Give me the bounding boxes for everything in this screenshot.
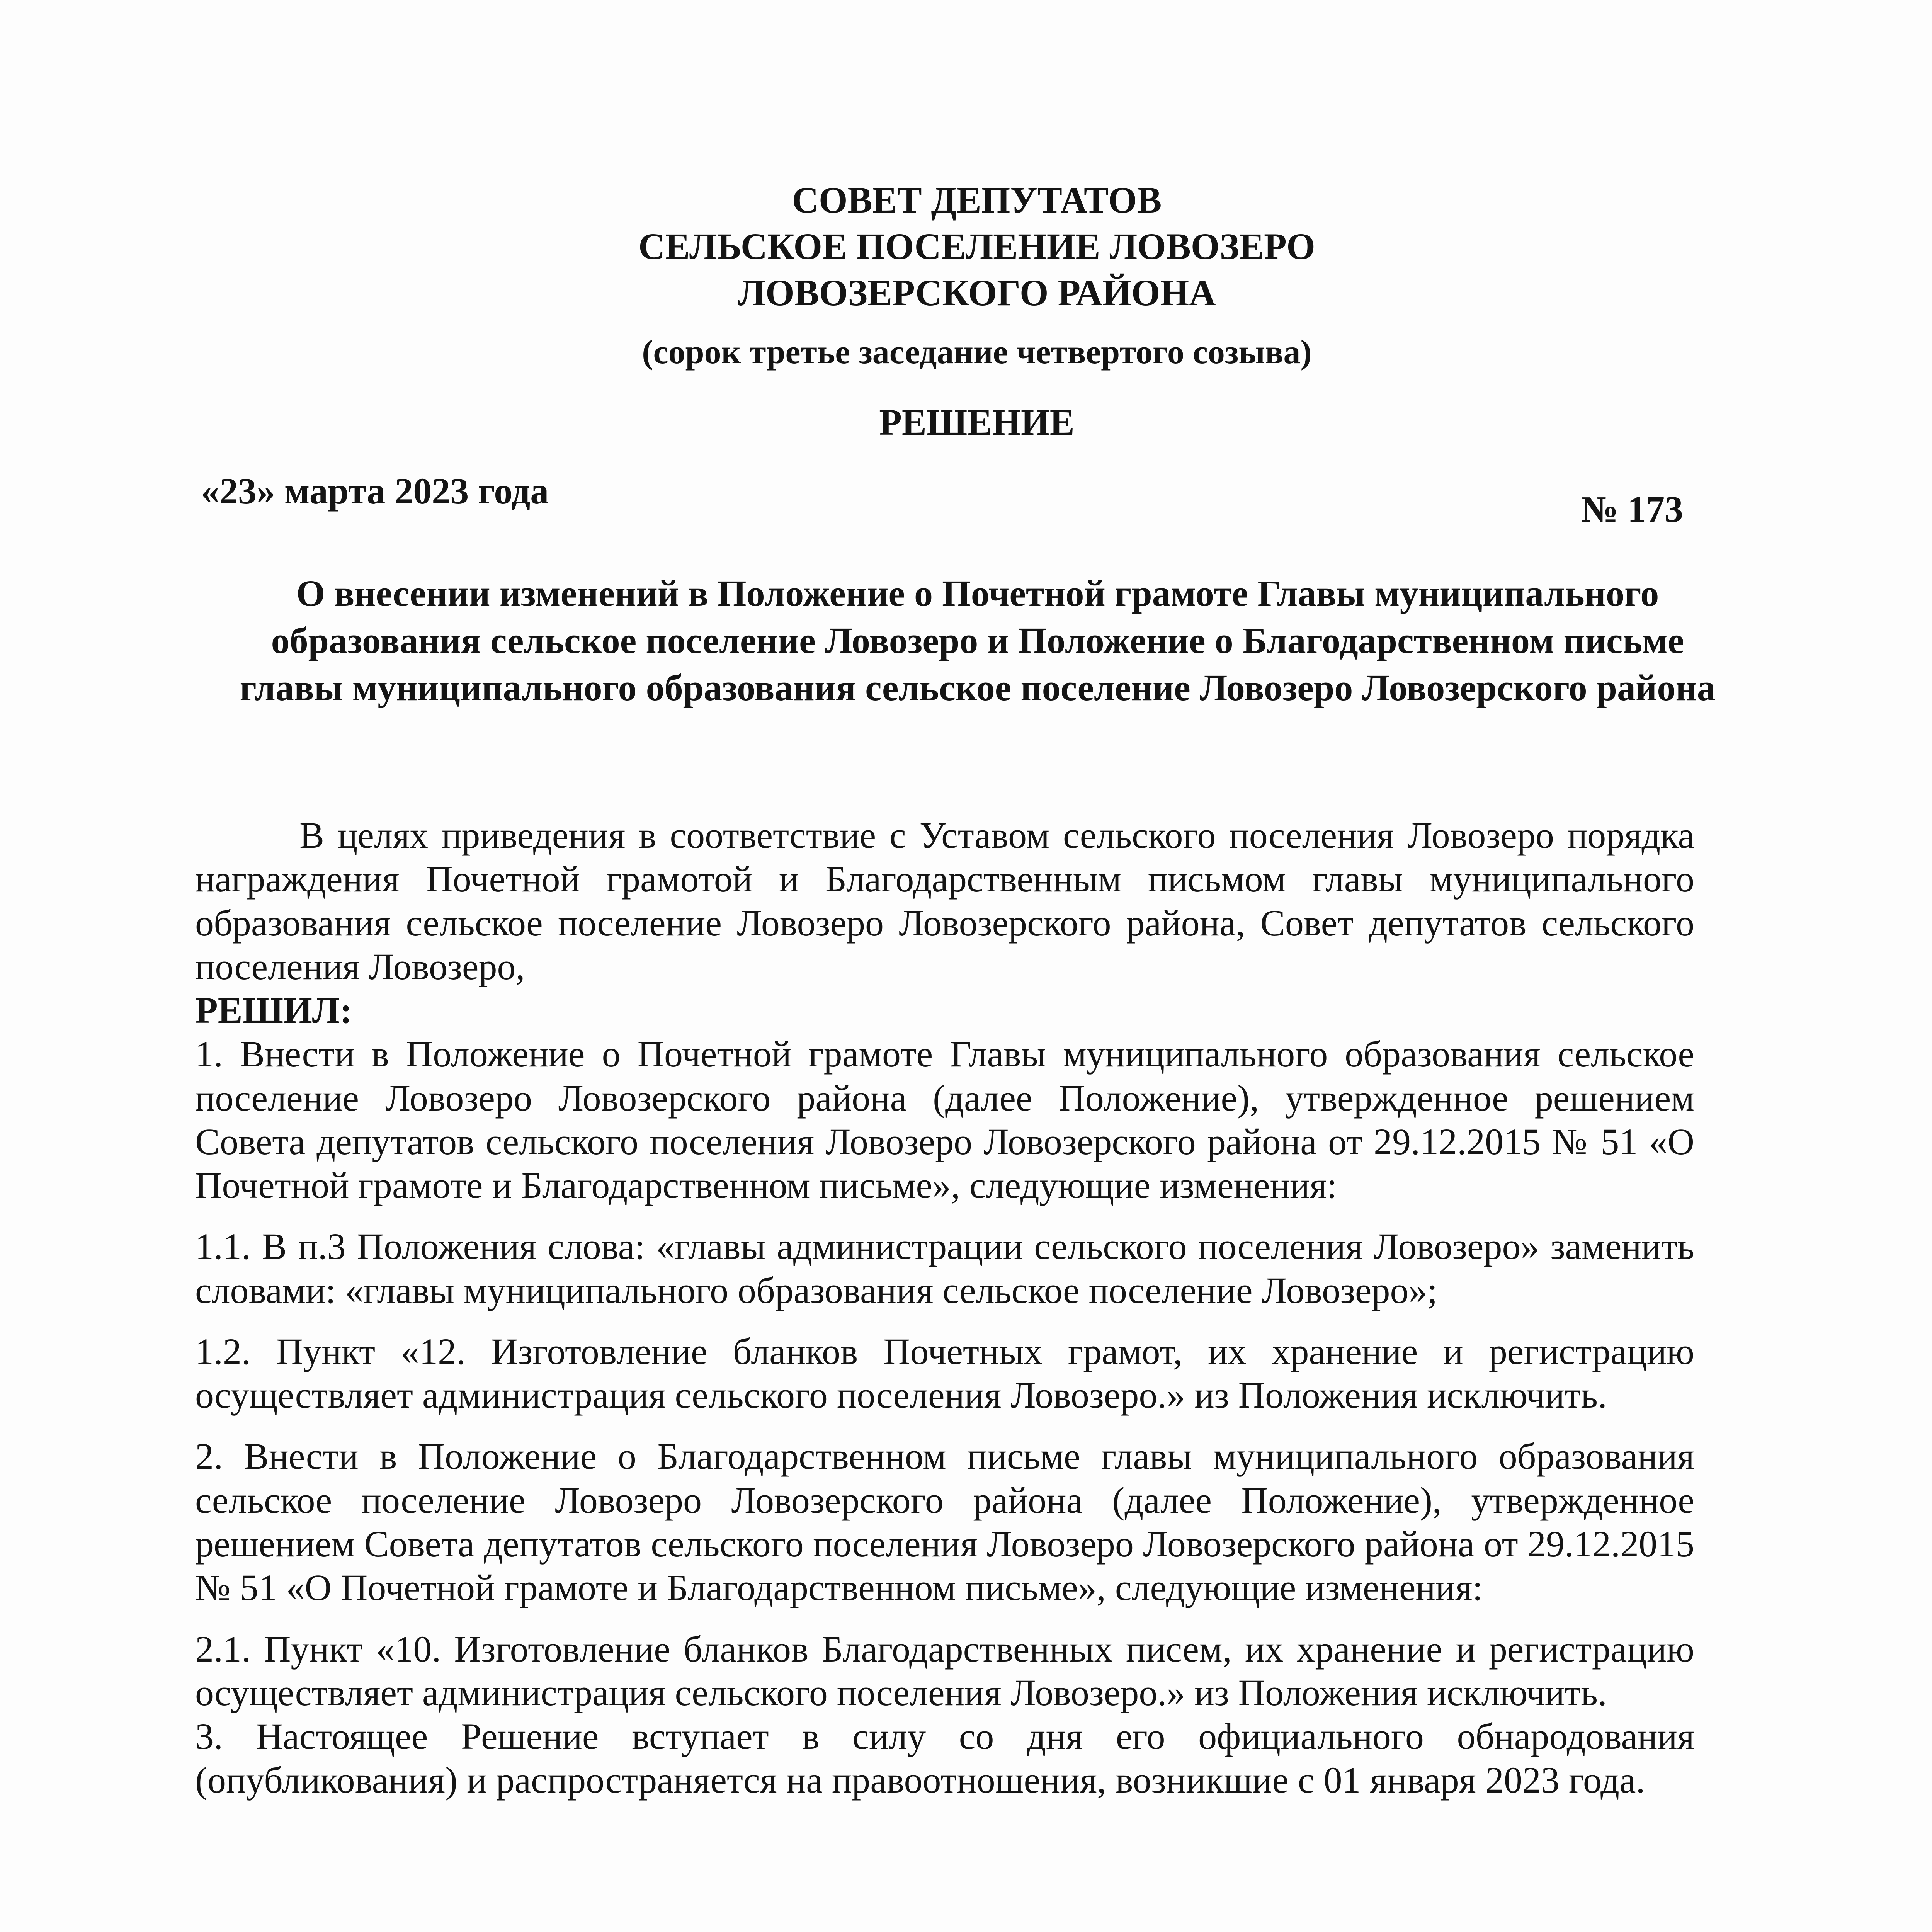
header bbox=[0, 179, 1932, 221]
header-council: СОВЕТ ДЕПУТАТОВ bbox=[792, 179, 1162, 221]
header-district: ЛОВОЗЕРСКОГО РАЙОНА bbox=[738, 272, 1216, 313]
document-title: О внесении изменений в Положение о Почетной грамоте Главы муниципального образования сельское поселение Ловозеро и Положение о Благодарственном письме главы муниципального образования сельское поселение Ловозеро Ловозерского района bbox=[240, 573, 1716, 708]
resolved-label: РЕШИЛ: bbox=[195, 990, 352, 1031]
clause-2-1: 2.1. Пункт «10. Изготовление бланков Благодарственных писем, их хранение и регистрацию осуществляет администрация сельского поселения Ловозеро.» из Положения исключить. bbox=[195, 1628, 1694, 1713]
header-row-2 bbox=[0, 228, 1932, 265]
document-type: РЕШЕНИЕ bbox=[879, 401, 1075, 443]
document-date: «23» марта 2023 года bbox=[201, 470, 549, 512]
clause-2: 2. Внести в Положение о Благодарственном письме главы муниципального образования сельское поселение Ловозеро Ловозерского района (далее Положение), утвержденное решением Совета депутатов сельского поселения Ловозеро Ловозерского района от 29.12.2015 № 51 «О Почетной грамоте и Благодарственном письме», следующие изменения: bbox=[195, 1435, 1694, 1609]
preamble: В целях приведения в соответствие с Уставом сельского поселения Ловозеро порядка награждения Почетной грамотой и Благодарственным письмом главы муниципального образования сельское поселение Ловозеро Ловозерского района, Совет депутатов сельского поселения Ловозеро, bbox=[195, 815, 1694, 987]
header-row-3 bbox=[0, 274, 1932, 311]
document-body bbox=[195, 813, 1694, 1802]
clause-3: 3. Настоящее Решение вступает в силу со дня его официального обнародования (опубликования) и распространяется на правоотношения, возникшие с 01 января 2023 года. bbox=[195, 1716, 1694, 1801]
header-settlement: СЕЛЬСКОЕ ПОСЕЛЕНИЕ ЛОВОЗЕРО bbox=[638, 226, 1315, 267]
clause-1-1: 1.1. В п.3 Положения слова: «главы администрации сельского поселения Ловозеро» заменить словами: «главы муниципального образования сельское поселение Ловозеро»; bbox=[195, 1226, 1694, 1311]
document-number: № 173 bbox=[1581, 488, 1683, 530]
header-row-4 bbox=[0, 335, 1932, 369]
header-session: (сорок третье заседание четвертого созыва) bbox=[642, 333, 1312, 371]
header-row-5 bbox=[0, 401, 1932, 443]
clause-1-2: 1.2. Пункт «12. Изготовление бланков Почетных грамот, их хранение и регистрацию осуществляет администрация сельского поселения Ловозеро.» из Положения исключить. bbox=[195, 1330, 1694, 1416]
clause-1: 1. Внести в Положение о Почетной грамоте Главы муниципального образования сельское поселение Ловозеро Ловозерского района (далее Положение), утвержденное решением Совета депутатов сельского поселения Ловозеро Ловозерского района от 29.12.2015 № 51 «О Почетной грамоте и Благодарственном письме», следующие изменения: bbox=[195, 1033, 1694, 1206]
